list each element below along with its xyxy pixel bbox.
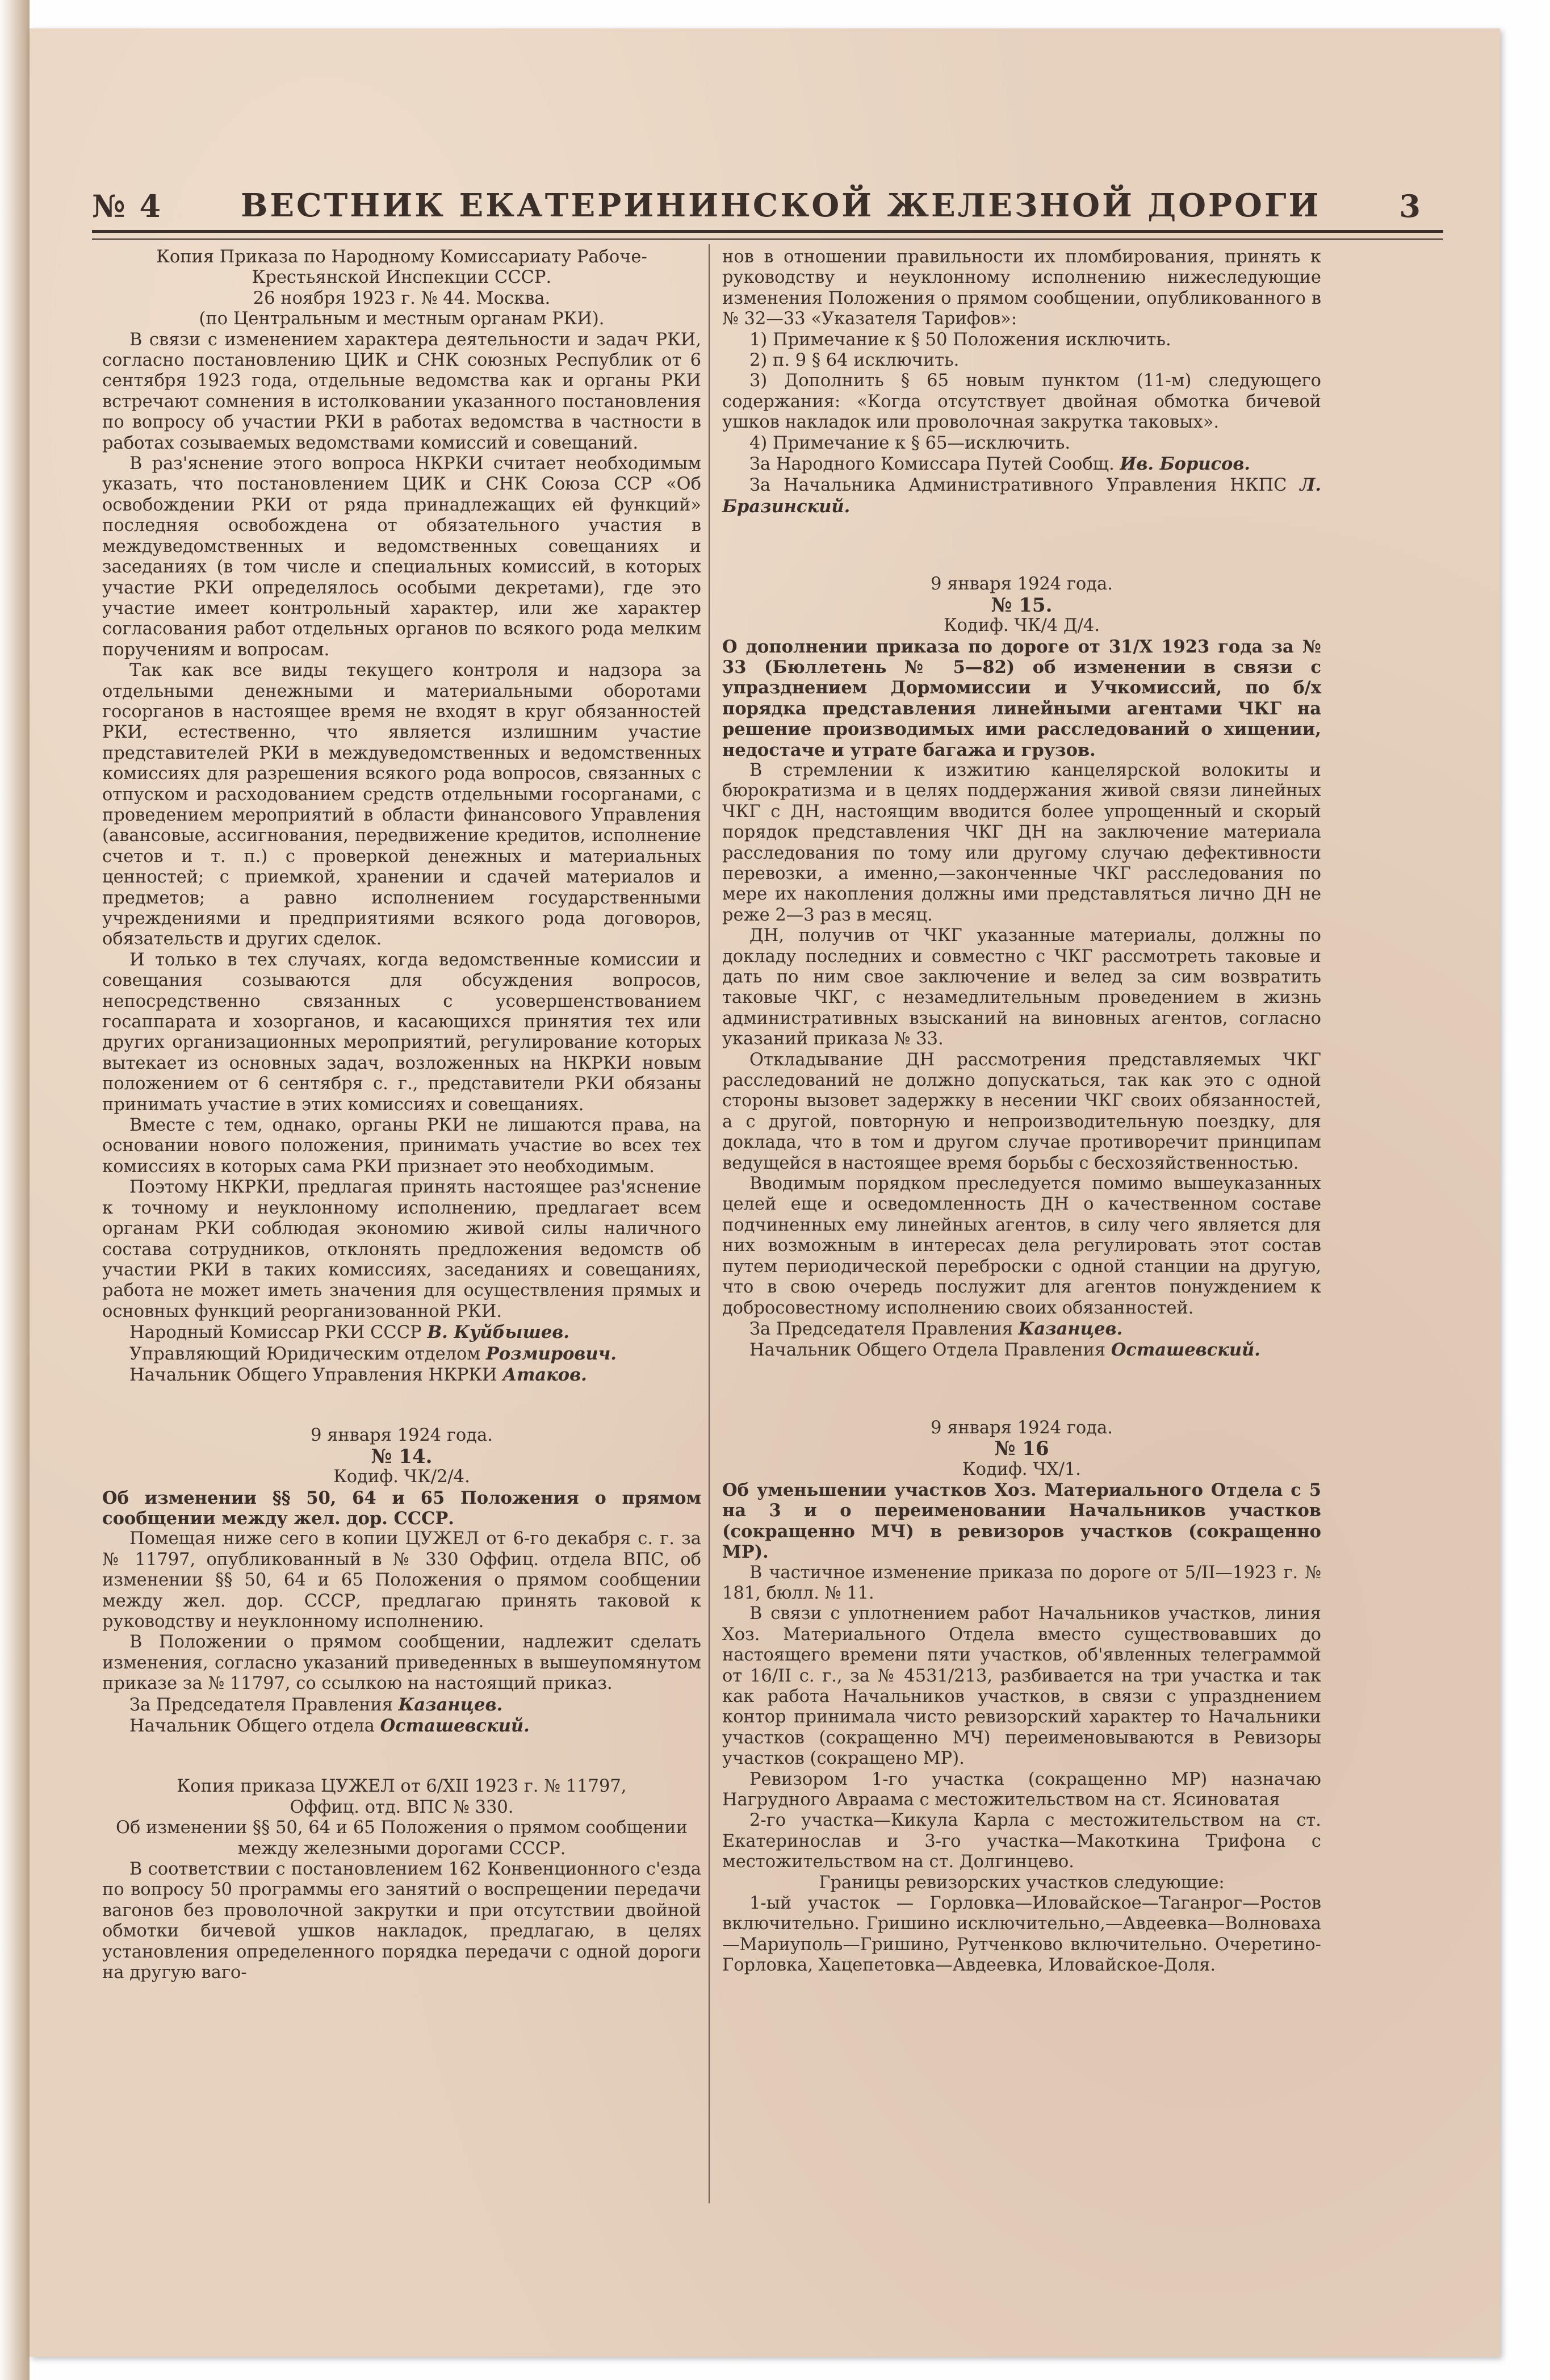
order-paragraph: 1-ый участок — Горловка—Иловайское—Таганрог—Ростов включительно. Гришино исключительно,—Авдеевка—Волноваха—Мариуполь—Гришино, Рутченково включительно. Очеретино-Горловка, Хацепетовка—Авдеевка, Иловайское-Доля. [722, 1893, 1321, 1976]
order-number: № 14. [371, 1445, 433, 1468]
order-paragraph: Ревизором 1-го участка (сокращенно МР) назначаю Нагрудного Авраама с местожительством на ст. Ясиноватая [722, 1769, 1321, 1810]
signature: Управляющий Юридическим отделом Розмирович. [129, 1343, 617, 1364]
rki-paragraph: Поэтому НКРКИ, предлагая принять настоящее раз'яснение к точному и неуклонному исполнению, предлагает всем органам РКИ соблюдая экономию живой силы наличного состава сотрудников, отклонять предложения ведомств об участии РКИ в таких комиссиях, заседаниях и совещаниях, работа не может иметь значения для осуществления прямых и основных функций реорганизованной РКИ. [102, 1177, 701, 1321]
order-date: 9 января 1924 года. [931, 1417, 1113, 1438]
left-column [102, 247, 701, 1984]
signature: Народный Комиссар РКИ СССР В. Куйбышев. [129, 1322, 569, 1343]
order-number: № 15. [991, 593, 1053, 617]
order-subject: Об изменении §§ 50, 64 и 65 Положения о прямом сообщении между жел. дор. СССР. [102, 1487, 701, 1529]
order-paragraph: Вводимым порядком преследуется помимо вышеуказанных целей еще и осведомленность ДН о качественном составе подчиненных ему линейных агентов, в силу чего является для них возможным в интересах дела регулировать этот состав путем периодической переброски с одной станции на другую, что в свою очередь послужит для агентов понуждением к добросовестному исполнению своих обязанностей. [722, 1174, 1321, 1318]
right-column [722, 247, 1321, 1976]
order-subject: О дополнении приказа по дороге от 31/X 1923 года за № 33 (Бюллетень № 5—82) об изменении в связи с упразднением Дормомиссии и Учкомиссий, по б/х порядка представления линейными агентами ЧКГ на решение производимых ими расследований о хищении, недостаче и утрате багажа и грузов. [722, 636, 1321, 760]
signature: Начальник Общего Отдела Правления Осташевский. [749, 1340, 1260, 1361]
order-paragraph: В связи с уплотнением работ Начальников участков, линия Хоз. Материального Отдела вместо существовавших до настоящего времени пяти участков, об'явленных телеграммой от 16/II с. г., за № 4531/213, разбивается на три участка и так как работа Начальников участков, в связи с упразднением контор принимала чисто ревизорский характер то Начальники участков (сокращенно МЧ) переименовываются в Ревизоры участков (сокращено МР). [722, 1604, 1321, 1769]
signature: Начальник Общего отдела Осташевский. [129, 1716, 530, 1737]
order-paragraph: ДН, получив от ЧКГ указанные материалы, должны по докладу последних и совместно с ЧКГ рассмотреть таковые и дать по ним свое заключение и велед за сим возвратить таковые ЧКГ, с незамедлительным проведением в жизнь административных взысканий на виновных агентов, согласно указаний приказа № 33. [722, 926, 1321, 1049]
page-number: 3 [1399, 188, 1421, 224]
issue-number: № 4 [92, 188, 163, 224]
order-paragraph: Откладывание ДН рассмотрения представляемых ЧКГ расследований не должно допускаться, так как это с одной стороны вызовет задержку в несении ЧКГ своих обязанностей, а с другой, повторную и непроизводительную поездку, для доклада, что в том и другом случае противоречит принципам ведущейся в настоящее время борьбы с бесхозяйственностью. [722, 1049, 1321, 1173]
order-paragraph: Границы ревизорских участков следующие: [819, 1872, 1225, 1893]
copy-title: Копия приказа ЦУЖЕЛ от 6/XII 1923 г. № 11797, Оффиц. отд. ВПС № 330. [177, 1776, 627, 1817]
order-date: 9 января 1924 года. [931, 574, 1113, 595]
order-paragraph: 2-го участка—Кикула Карла с местожительством на ст. Екатеринослав и 3-го участка—Макоткина Трифона с местожительством на ст. Долгинцево. [722, 1810, 1321, 1872]
signature: За Председателя Правления Казанцев. [129, 1694, 503, 1715]
order-code: Кодиф. ЧК/2/4. [333, 1467, 470, 1487]
rki-addressee: (по Центральным и местным органам РКИ). [199, 309, 605, 329]
signature: За Народного Комиссара Путей Сообщ. Ив. Борисов. [749, 454, 1251, 475]
rki-title: Копия Приказа по Народному Комиссариату Рабоче- Крестьянской Инспекции СССР. [156, 247, 647, 288]
order-paragraph: В Положении о прямом сообщении, надлежит сделать изменения, согласно указаний приведенных в вышеупомянутом приказе за № 11797, со ссылкою на настоящий приказ. [102, 1632, 701, 1694]
copy-subject: Об изменении §§ 50, 64 и 65 Положения о прямом сообщении между железными дорогами СССР. [116, 1818, 688, 1859]
signature: За Начальника Административного Управления НКПС Л. Бразинский. [722, 475, 1321, 517]
page-header [92, 173, 1443, 224]
signature: Начальник Общего Управления НКРКИ Атаков. [129, 1364, 587, 1385]
newspaper-page [30, 28, 1500, 2357]
rki-paragraph: И только в тех случаях, когда ведомственные комиссии и совещания созываются для обсуждения вопросов, непосредственно связанных с усовершенствованием госаппарата и хозорганов, и касающихся принятия тех или других организационных мероприятий, регулирование которых вытекает из основных задач, возложенных на НКРКИ новым положением от 6 сентября с. г., представители РКИ обязаны принимать участие в этих комиссиях и совещаниях. [102, 950, 701, 1115]
rki-paragraph: В раз'яснение этого вопроса НКРКИ считает необходимым указать, что постановлением ЦИК и СНК Союза ССР «Об освобождении РКИ от ряда принадлежащих ей функций» последняя освобождена от обязательного участия в междуведомственных и ведомственных совещаниях и заседаниях (в том числе и специальных комиссий, в которых участие РКИ определялось особыми декретами), где это участие имеет контрольный характер, или же характер согласования работ отдельных органов по всякого рода мелким поручениям и вопросам. [102, 454, 701, 660]
column-divider [709, 244, 710, 2203]
masthead-title: ВЕСТНИК ЕКАТЕРИНИНСКОЙ ЖЕЛЕЗНОЙ ДОРОГИ [241, 187, 1321, 224]
rki-date: 26 ноября 1923 г. № 44. Москва. [253, 288, 551, 308]
order-paragraph: В частичное изменение приказа по дороге от 5/II—1923 г. № 181, бюлл. № 11. [722, 1562, 1321, 1603]
order-paragraph: Помещая ниже сего в копии ЦУЖЕЛ от 6-го декабря с. г. за № 11797, опубликованный в № 330 Оффиц. отдела ВПС, об изменении §§ 50, 64 и 65 Положения о прямом сообщении между жел. дор. СССР, предлагаю принять таковой к руководству и неуклонному исполнению. [102, 1529, 701, 1632]
list-item: 4) Примечание к § 65—исключить. [749, 433, 1071, 453]
continued-paragraph: нов в отношении правильности их пломбирования, принять к руководству и неуклонному исполнению нижеследующие изменения Положения о прямом сообщении, опубликованного в № 32—33 «Указателя Тарифов»: [722, 247, 1321, 329]
order-code: Кодиф. ЧК/4 Д/4. [943, 616, 1100, 636]
copy-paragraph: В соответствии с постановлением 162 Конвенционного с'езда по вопросу 50 программы его занятий о воспрещении передачи вагонов без проволочной закрутки и при отсутствии двойной обмотки бичевой ушков накладок, предлагаю, в целях установления определенного порядка передачи с одной дороги на другую ваго- [102, 1859, 701, 1983]
signature: За Председателя Правления Казанцев. [749, 1318, 1123, 1339]
list-item: 1) Примечание к § 50 Положения исключить. [749, 329, 1171, 350]
rki-paragraph: Вместе с тем, однако, органы РКИ не лишаются права, на основании нового положения, принимать участие во всех тех комиссиях в которых сама РКИ признает это необходимым. [102, 1115, 701, 1177]
order-number: № 16 [994, 1437, 1049, 1461]
rki-paragraph: Так как все виды текущего контроля и надзора за отдельными денежными и материальными оборотами госорганов в настоящее время не входят в круг обязанностей РКИ, естественно, что является излишним участие представителей РКИ в междуведомственных и ведомственных комиссиях для разрешения всякого рода вопросов, связанных с отпуском и расходованием средств отдельными госорганами, с проведением мероприятий в области финансового Управления (авансовые, ассигнования, передвижение кредитов, исполнение счетов и т. п.) с проверкой денежных и материальных ценностей; с приемкой, хранении и сдачей материалов и предметов; а равно исполнением государственными учреждениями и предприятиями всякого рода договоров, обязательств и других сделок. [102, 660, 701, 950]
list-item: 3) Дополнить § 65 новым пунктом (11-м) следующего содержания: «Когда отсутствует двойная обмотка бичевой ушков накладок или проволочная закрутка таковых». [722, 371, 1321, 433]
order-subject: Об уменьшении участков Хоз. Материального Отдела с 5 на 3 и о переименовании Начальников участков (сокращенно МЧ) в ревизоров участков (сокращенно МР). [722, 1479, 1321, 1563]
order-date: 9 января 1924 года. [311, 1425, 493, 1446]
order-code: Кодиф. ЧХ/1. [962, 1459, 1081, 1479]
order-paragraph: В стремлении к изжитию канцелярской волокиты и бюрократизма и в целях поддержания живой связи линейных ЧКГ с ДН, настоящим вводится более упрощенный и скорый порядок представления ЧКГ ДН на заключение материала расследования по тому или другому случаю дефективности перевозки, а именно,—законченные ЧКГ расследования по мере их накопления должны ими представляться лично ДН не реже 2—3 раз в месяц. [722, 760, 1321, 925]
list-item: 2) п. 9 § 64 исключить. [749, 350, 960, 371]
page-edge [0, 0, 30, 2380]
rki-paragraph: В связи с изменением характера деятельности и задач РКИ, согласно постановлению ЦИК и СНК союзных Республик от 6 сентября 1923 года, отдельные ведомства как и органы РКИ встречают сомнения в истолковании указанного постановления по вопросу об участии РКИ в работах ведомства в частности в работах созываемых ведомствами комиссий и совещаний. [102, 329, 701, 453]
header-rule [92, 230, 1443, 240]
